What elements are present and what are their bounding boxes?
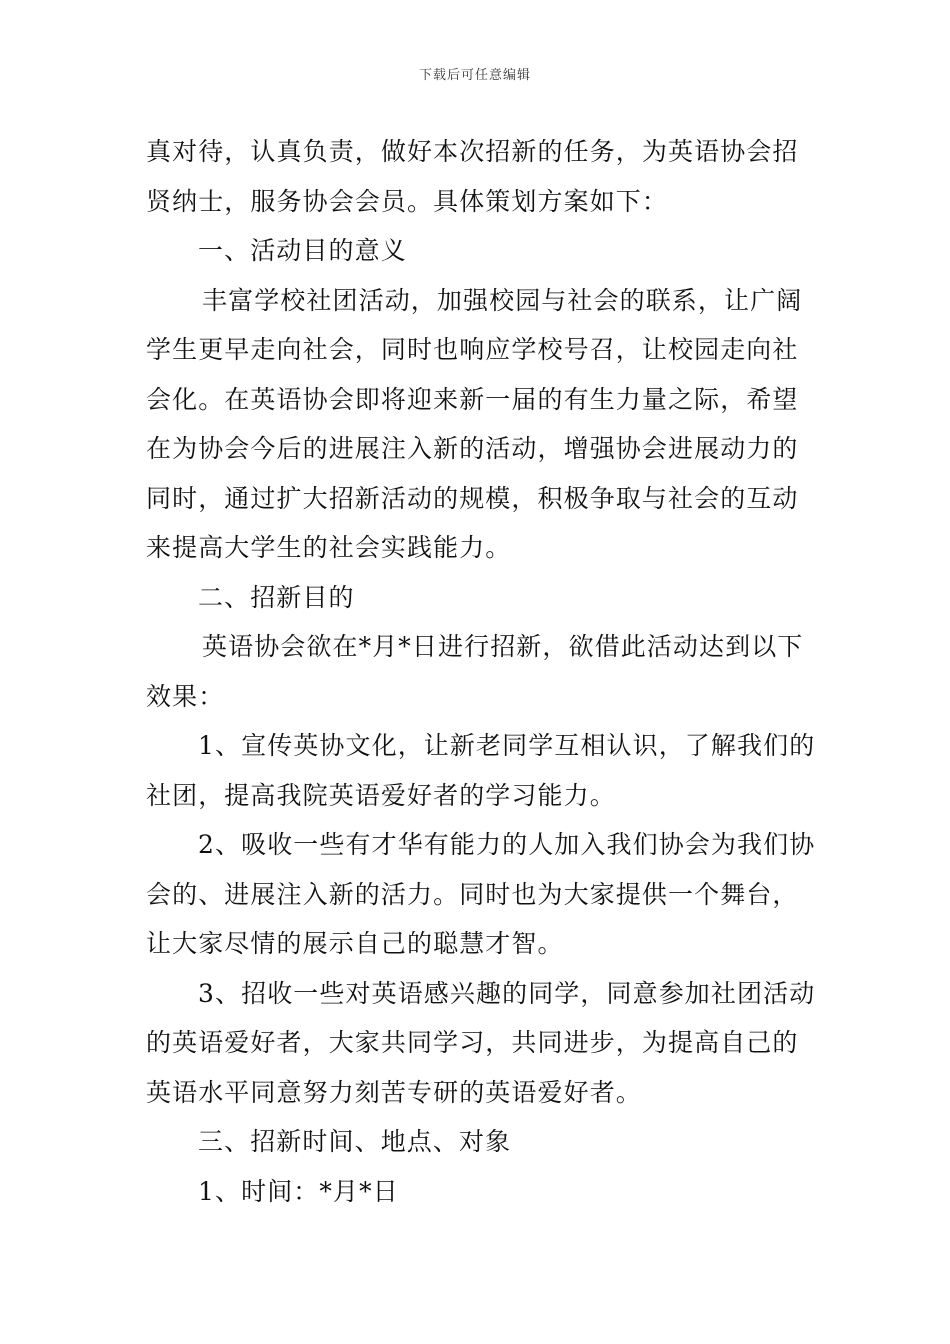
section-heading: 一、活动目的意义 bbox=[198, 236, 407, 265]
list-item: 1、宣传英协文化，让新老同学互相认识，了解我们的 bbox=[198, 731, 816, 760]
text-line: 会的、进展注入新的活力。同时也为大家提供一个舞台， bbox=[146, 879, 799, 909]
section-heading: 二、招新目的 bbox=[198, 582, 355, 612]
text-line: 英语水平同意努力刻苦专研的英语爱好者。 bbox=[146, 1077, 642, 1107]
text-line: 英语协会欲在*月*日进行招新，欲借此活动达到以下 bbox=[202, 632, 804, 661]
text-line: 真对待，认真负责，做好本次招新的任务，为英语协会招 bbox=[146, 137, 799, 166]
list-item: 1、时间：*月*日 bbox=[198, 1176, 399, 1206]
text-line: 会化。在英语协会即将迎来新一届的有生力量之际，希望 bbox=[146, 384, 799, 414]
text-line: 丰富学校社团活动，加强校园与社会的联系，让广阔 bbox=[202, 285, 803, 315]
text-line: 让大家尽情的展示自己的聪慧才智。 bbox=[146, 929, 564, 958]
text-line: 社团，提高我院英语爱好者的学习能力。 bbox=[146, 780, 616, 810]
document-body bbox=[146, 127, 816, 1216]
text-line: 贤纳士，服务协会会员。具体策划方案如下： bbox=[146, 186, 669, 216]
section-heading: 三、招新时间、地点、对象 bbox=[198, 1127, 512, 1156]
text-line: 学生更早走向社会，同时也响应学校号召，让校园走向社 bbox=[146, 335, 799, 364]
text-line: 的英语爱好者，大家共同学习，共同进步，为提高自己的 bbox=[146, 1028, 799, 1057]
list-item: 3、招收一些对英语感兴趣的同学，同意参加社团活动 bbox=[198, 978, 816, 1008]
text-line: 在为协会今后的进展注入新的活动，增强协会进展动力的 bbox=[146, 434, 799, 463]
text-line: 同时，通过扩大招新活动的规模，积极争取与社会的互动 bbox=[146, 483, 799, 513]
text-line: 效果： bbox=[146, 681, 225, 711]
page-header-note: 下载后可任意编辑 bbox=[418, 68, 531, 83]
text-line: 来提高大学生的社会实践能力。 bbox=[146, 533, 512, 562]
list-item: 2、吸收一些有才华有能力的人加入我们协会为我们协 bbox=[198, 830, 816, 859]
